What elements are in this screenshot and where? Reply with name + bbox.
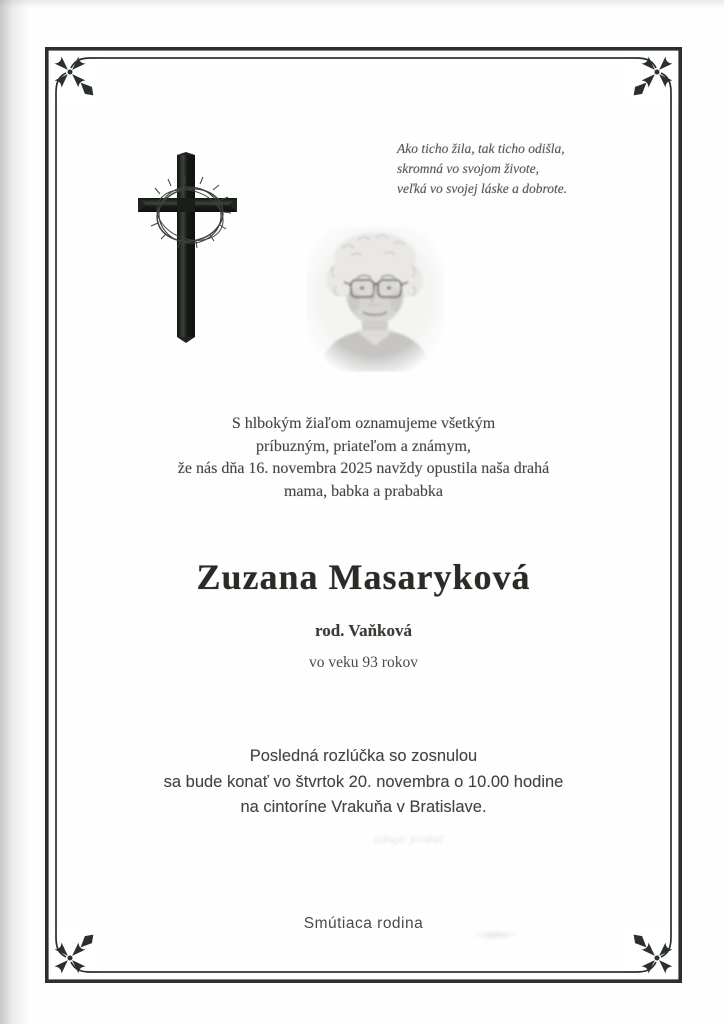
age-line: vo veku 93 rokov: [309, 654, 418, 671]
funeral-line: na cintoríne Vrakuňa v Bratislave.: [240, 798, 487, 816]
closing-line: Smútiaca rodina: [303, 915, 424, 932]
announcement-line: príbuzným, priateľom a známym,: [256, 437, 471, 455]
cross-with-thorn-crown-icon: [130, 150, 280, 350]
deceased-portrait-photo: [306, 226, 444, 372]
funeral-line: sa bude konať vo štvrtok 20. novembra o 10.00 hodine: [163, 772, 564, 791]
scan-smudge: [470, 930, 520, 940]
announcement-line: S hlbokým žiaľom oznamujeme všetkým: [231, 415, 496, 432]
scan-edge-shadow-left: [0, 0, 30, 1024]
funeral-details: [45, 744, 682, 821]
announcement-line: mama, babka a prababka: [283, 482, 444, 500]
faint-scan-artifact-text: údaje pridať: [374, 834, 445, 846]
death-announcement: [45, 413, 682, 503]
funeral-line: Posledná rozlúčka so zosnulou: [249, 747, 478, 765]
maiden-name: rod. Vaňková: [314, 621, 412, 640]
memorial-quote: [397, 139, 607, 199]
quote-line: veľká vo svojej láske a dobrote.: [397, 181, 568, 196]
deceased-name: Zuzana Masaryková: [196, 557, 531, 597]
quote-line: skromná vo svojom živote,: [397, 161, 539, 176]
announcement-line: že nás dňa 16. novembra 2025 navždy opustila naša drahá: [177, 460, 550, 477]
quote-line: Ako ticho žila, tak ticho odišla,: [397, 141, 565, 156]
scan-edge-shadow-top: [0, 0, 724, 8]
